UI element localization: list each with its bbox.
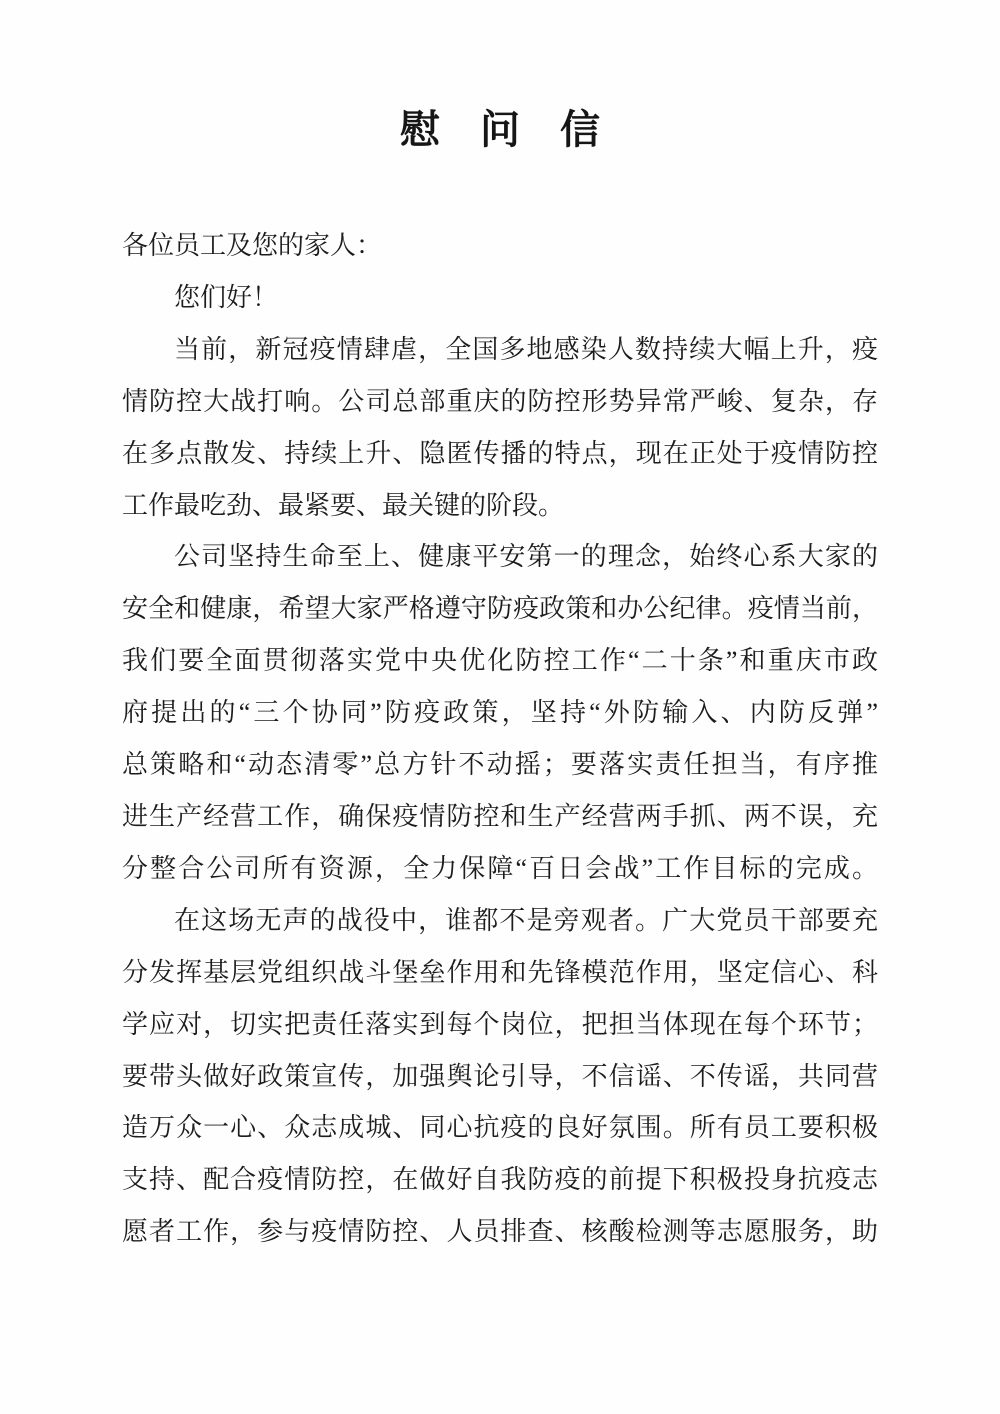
- letter-line: 安全和健康，希望大家严格遵守防疫政策和办公纪律。疫情当前，: [122, 594, 878, 624]
- letter-line: 总策略和“动态清零”总方针不动摇；要落实责任担当，有序推: [122, 750, 878, 780]
- letter-salutation: 各位员工及您的家人：: [122, 231, 383, 260]
- letter-line: 分发挥基层党组织战斗堡垒作用和先锋模范作用，坚定信心、科: [122, 957, 878, 987]
- letter-line: 造万众一心、众志成城、同心抗疫的良好氛围。所有员工要积极: [122, 1113, 878, 1143]
- letter-line: 学应对，切实把责任落实到每个岗位，把担当体现在每个环节；: [122, 1009, 878, 1039]
- letter-line: 要带头做好政策宣传，加强舆论引导，不信谣、不传谣，共同营: [122, 1061, 878, 1091]
- letter-line: 工作最吃劲、最紧要、最关键的阶段。: [122, 490, 565, 520]
- letter-line: 进生产经营工作，确保疫情防控和生产经营两手抓、两不误，充: [122, 801, 878, 831]
- letter-line: 我们要全面贯彻落实党中央优化防控工作“二十条”和重庆市政: [122, 646, 878, 676]
- letter-greeting: 您们好！: [174, 282, 279, 312]
- letter-line: 分整合公司所有资源，全力保障“百日会战”工作目标的完成。: [122, 853, 878, 883]
- letter-line: 府提出的“三个协同”防疫政策，坚持“外防输入、内防反弹”: [122, 698, 878, 728]
- letter-title: 慰 问 信: [400, 107, 600, 152]
- letter-line: 在多点散发、持续上升、隐匿传播的特点，现在正处于疫情防控: [122, 438, 878, 468]
- letter-line: 在这场无声的战役中，谁都不是旁观者。广大党员干部要充: [174, 905, 878, 935]
- letter-line: 当前，新冠疫情肆虐，全国多地感染人数持续大幅上升，疫: [174, 334, 878, 364]
- letter-line: 情防控大战打响。公司总部重庆的防控形势异常严峻、复杂，存: [122, 386, 878, 416]
- letter-line: 公司坚持生命至上、健康平安第一的理念，始终心系大家的: [174, 542, 878, 572]
- letter-line: 愿者工作，参与疫情防控、人员排查、核酸检测等志愿服务，助: [122, 1217, 878, 1247]
- letter-body: [122, 220, 878, 1258]
- letter-line: 支持、配合疫情防控，在做好自我防疫的前提下积极投身抗疫志: [122, 1165, 878, 1195]
